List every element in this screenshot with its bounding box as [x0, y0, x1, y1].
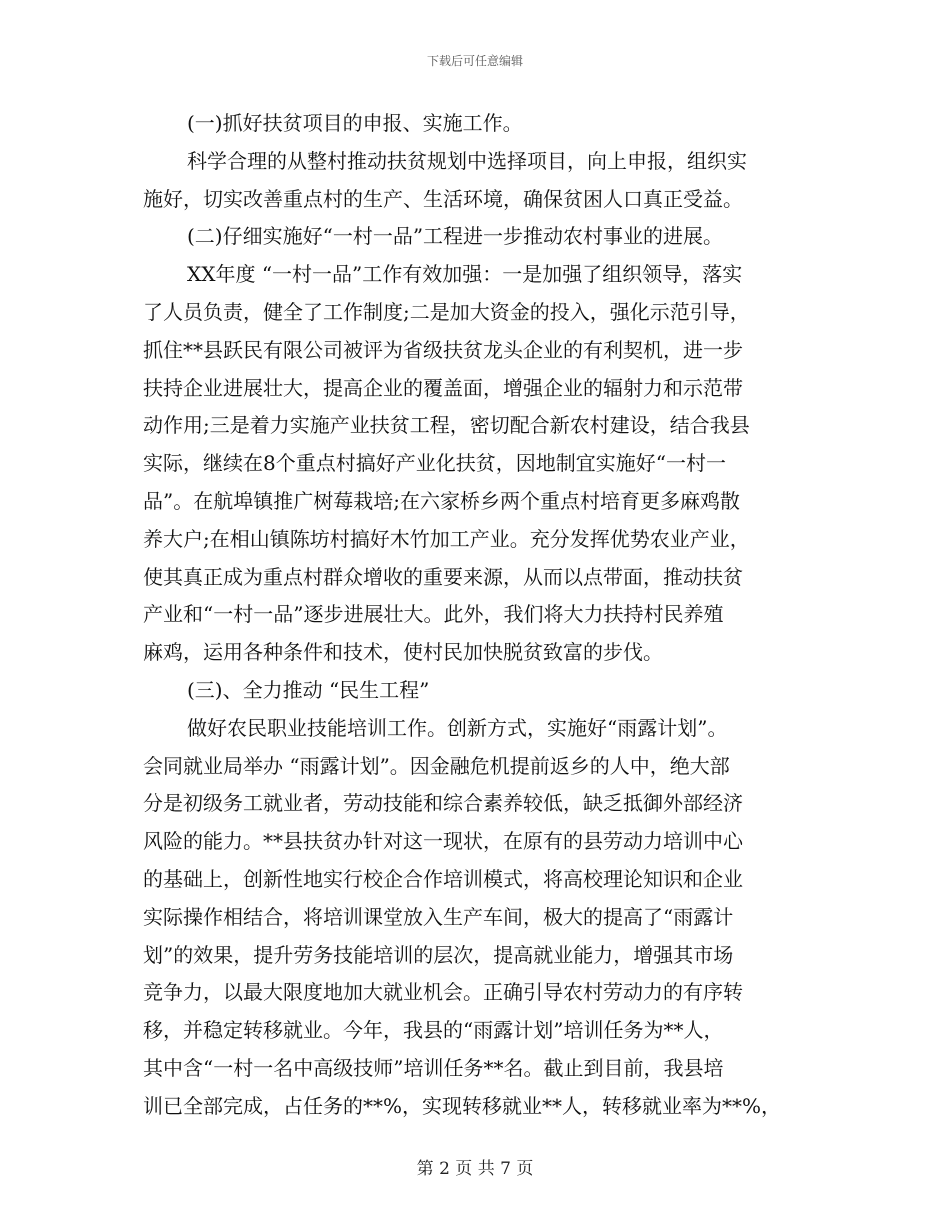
- text-line: 养大户;在相山镇陈坊村搞好木竹加工产业。充分发挥优势农业产业，: [143, 526, 750, 551]
- text-line: 科学合理的从整村推动扶贫规划中选择项目，向上申报，组织实: [187, 148, 747, 173]
- text-line: (二)仔细实施好“一村一品”工程进一步推动农村事业的进展。: [187, 224, 724, 249]
- text-line: 品”。在航埠镇推广树莓栽培;在六家桥乡两个重点村培育更多麻鸡散: [143, 488, 740, 513]
- page-footer: 第 2 页 共 7 页: [416, 1159, 534, 1179]
- text-line: 抓住**县跃民有限公司被评为省级扶贫龙头企业的有利契机，进一步: [143, 337, 743, 362]
- text-line: 分是初级务工就业者，劳动技能和综合素养较低，缺乏抵御外部经济: [143, 791, 743, 816]
- text-line: (一)抓好扶贫项目的申报、实施工作。: [187, 111, 523, 135]
- text-line: 了人员负责，健全了工作制度;二是加大资金的投入，强化示范引导，: [143, 299, 750, 324]
- text-line: 使其真正成为重点村群众增收的重要来源，从而以点带面，推动扶贫: [143, 564, 743, 589]
- text-line: 划”的效果，提升劳务技能培训的层次，提高就业能力，增强其市场: [143, 942, 734, 967]
- text-line: 风险的能力。**县扶贫办针对这一现状，在原有的县劳动力培训中心: [143, 829, 743, 854]
- text-line: 会同就业局举办 “雨露计划”。因金融危机提前返乡的人中，绝大部: [143, 753, 730, 778]
- document-body: [143, 105, 823, 1126]
- text-line: 扶持企业进展壮大，提高企业的覆盖面，增强企业的辐射力和示范带: [143, 375, 743, 400]
- text-line: (三)、全力推动 “民生工程”: [187, 677, 430, 702]
- text-line: 麻鸡，运用各种条件和技术，使村民加快脱贫致富的步伐。: [143, 640, 663, 665]
- text-line: 训已全部完成，占任务的**%，实现转移就业**人，转移就业率为**%，: [143, 1093, 782, 1118]
- text-line: 产业和“一村一品”逐步进展壮大。此外，我们将大力扶持村民养殖: [143, 602, 724, 627]
- text-line: 实际操作相结合，将培训课堂放入生产车间，极大的提高了“雨露计: [143, 904, 734, 929]
- text-line: 施好，切实改善重点村的生产、生活环境，确保贫困人口真正受益。: [143, 186, 743, 211]
- text-line: 的基础上，创新性地实行校企合作培训模式，将高校理论知识和企业: [143, 866, 743, 891]
- text-line: 移，并稳定转移就业。今年，我县的“雨露计划”培训任务为**人，: [143, 1018, 724, 1043]
- text-line: 竞争力，以最大限度地加大就业机会。正确引导农村劳动力的有序转: [143, 980, 743, 1005]
- text-line: 其中含“一村一名中高级技师”培训任务**名。截止到目前，我县培: [143, 1055, 724, 1080]
- text-line: XX年度 “一村一品”工作有效加强：一是加强了组织领导，落实: [187, 262, 743, 287]
- page-header: 下载后可任意编辑: [426, 54, 523, 68]
- text-line: 做好农民职业技能培训工作。创新方式，实施好“雨露计划”。: [187, 715, 728, 740]
- text-line: 动作用;三是着力实施产业扶贫工程，密切配合新农村建设，结合我县: [143, 413, 750, 438]
- text-line: 实际，继续在8个重点村搞好产业化扶贫，因地制宜实施好“一村一: [143, 451, 726, 476]
